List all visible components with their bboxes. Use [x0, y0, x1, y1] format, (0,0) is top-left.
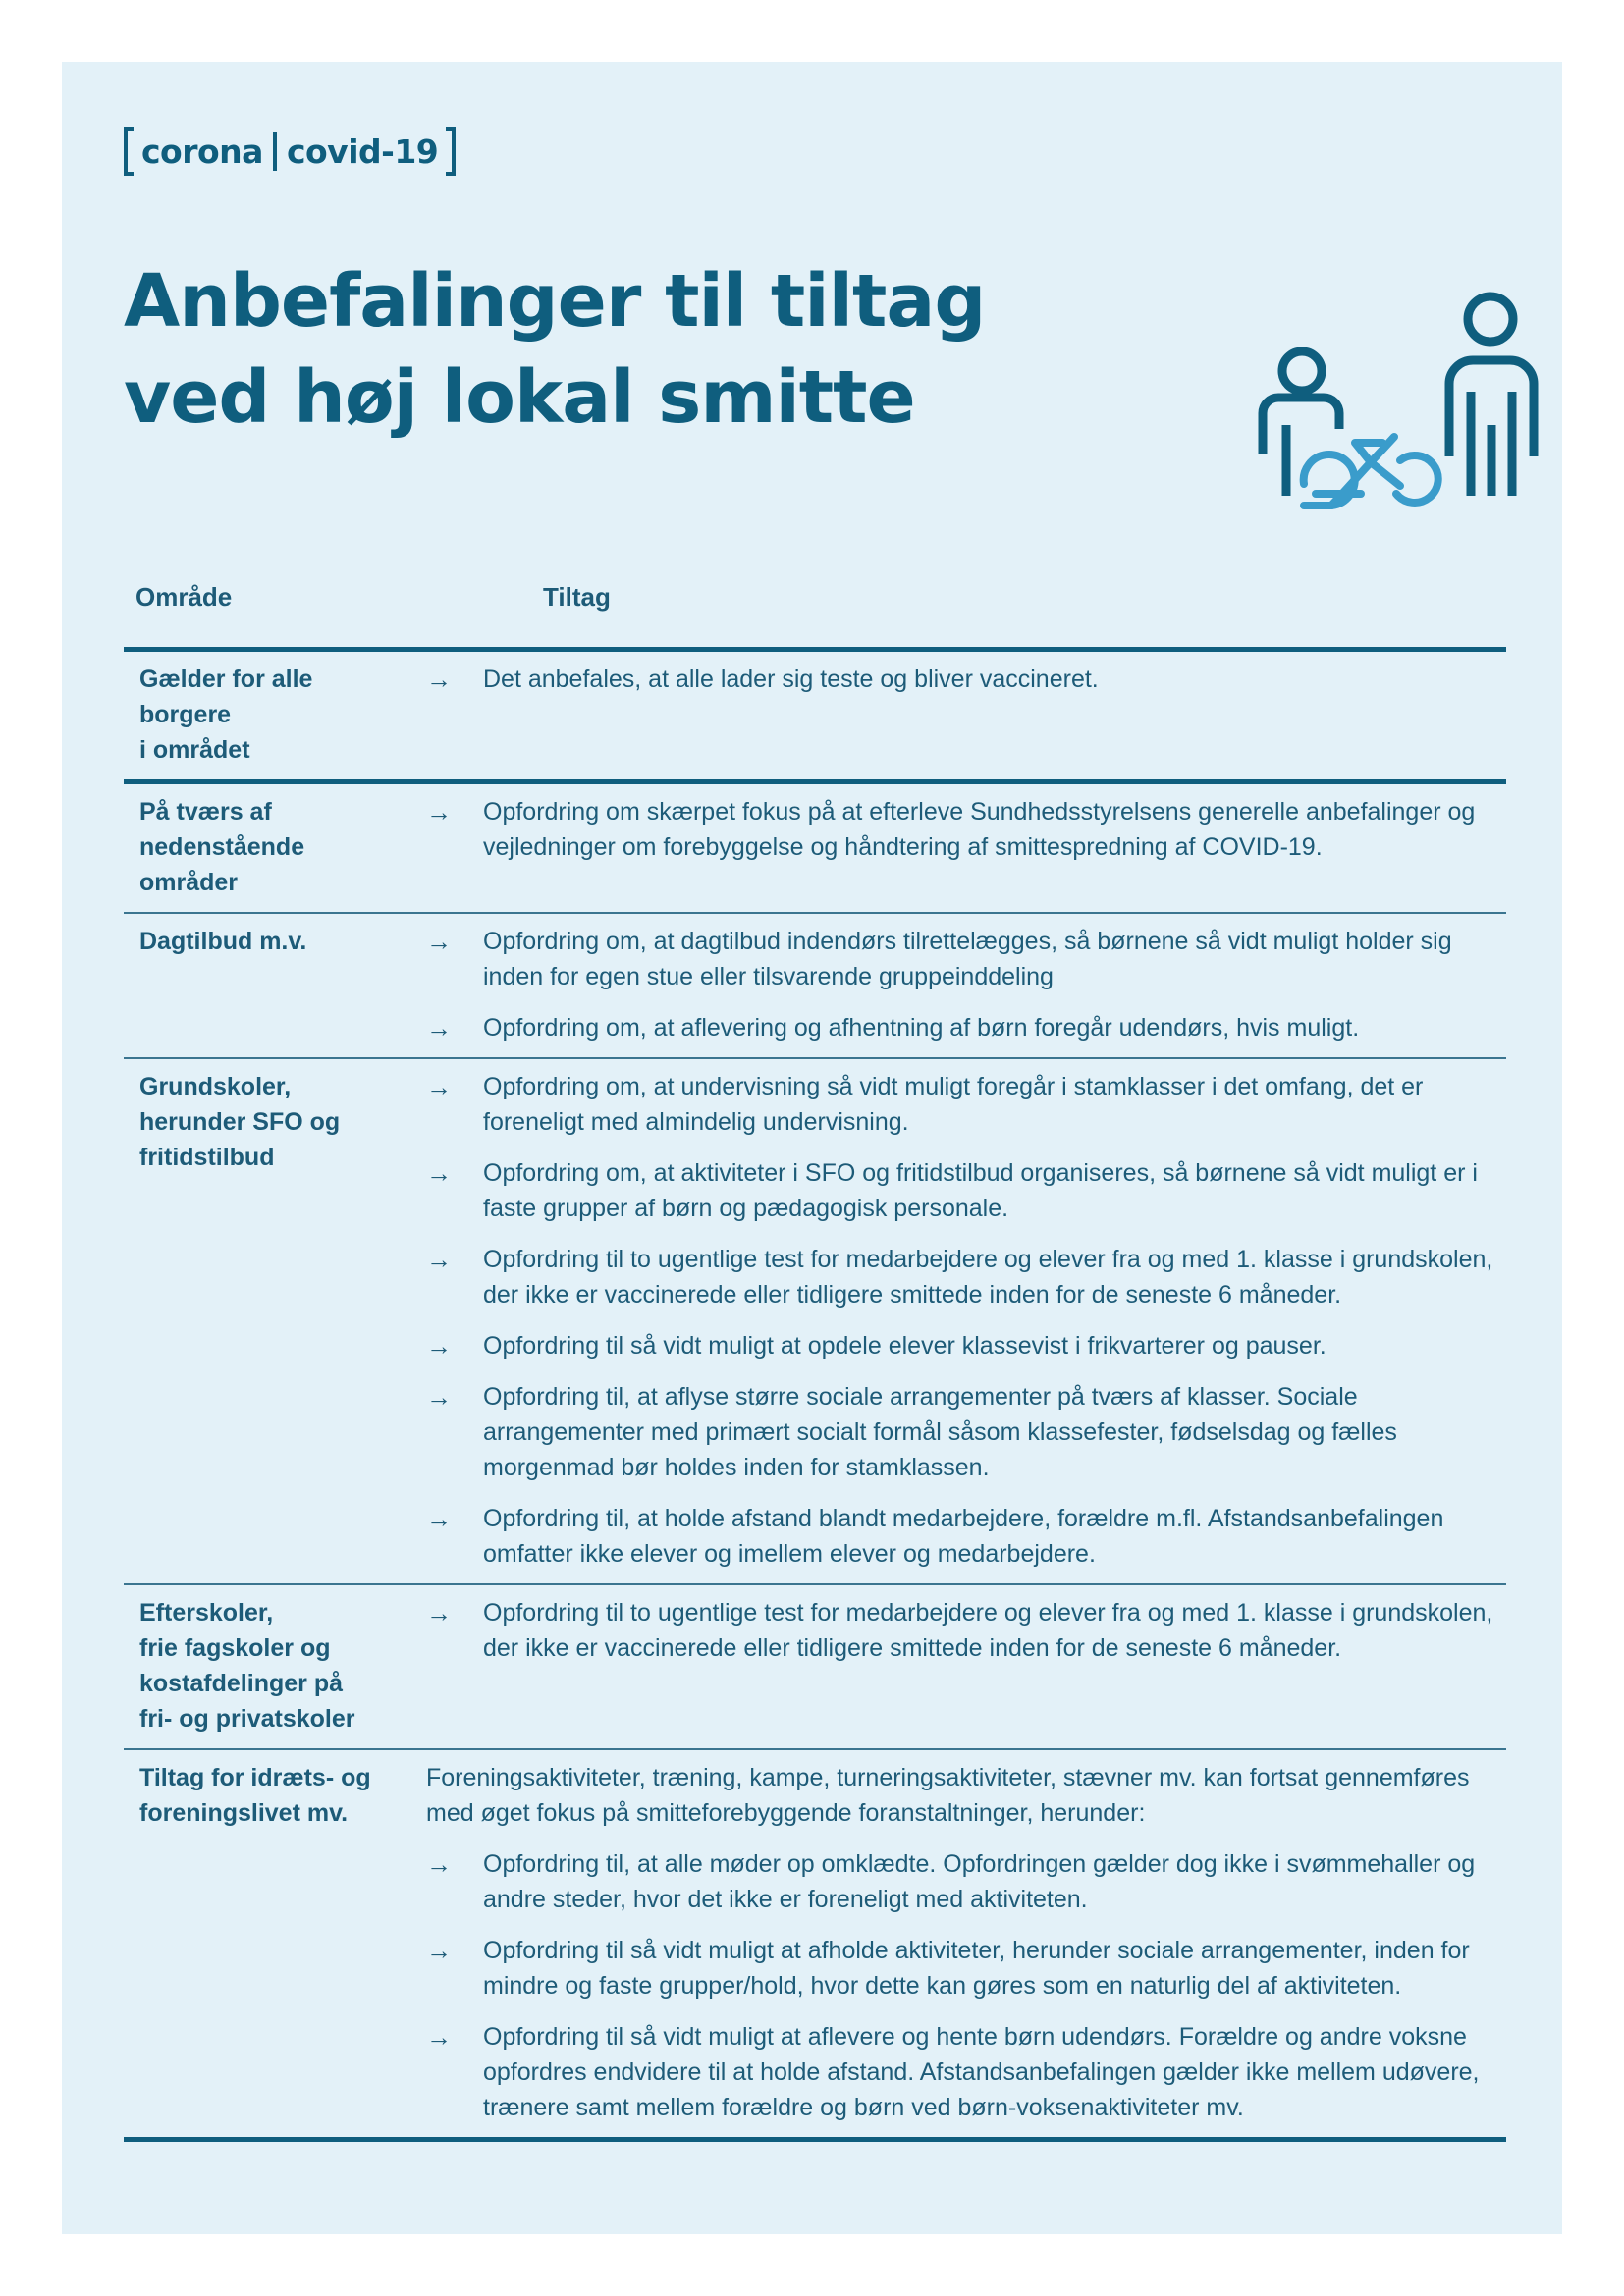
measures-cell: [426, 914, 1506, 1057]
arrow-right-icon: →: [426, 2022, 452, 2052]
table-header: [124, 572, 1506, 641]
area-line: i området: [139, 736, 250, 764]
arrow-right-icon: →: [426, 927, 452, 956]
area-line: nedenstående: [139, 833, 305, 861]
area-line: Tiltag for idræts- og: [139, 1764, 371, 1791]
measure-text: Opfordring om, at aktiviteter i SFO og fritidstilbud organiseres, så børnene så vidt muligt er i faste grupper af børn og pædagogisk personale.: [483, 1159, 1478, 1222]
measure-text: Opfordring til to ugentlige test for medarbejdere og elever fra og med 1. klasse i grundskolen, der ikke er vaccinerede eller tidligere smittede inden for de seneste 6 måneder.: [483, 1246, 1493, 1308]
area-line: Gælder for alle: [139, 666, 313, 693]
area-cell: [124, 1059, 426, 1583]
arrow-right-icon: →: [426, 1331, 452, 1361]
area-cell: [124, 914, 426, 1057]
list-item: [426, 662, 1506, 697]
area-line: På tværs af: [139, 798, 272, 826]
measure-text: Opfordring om, at undervisning så vidt muligt foregår i stamklasser i det omfang, det er foreneligt med almindelig undervisning.: [483, 1073, 1424, 1136]
area-line: frie fagskoler og: [139, 1634, 331, 1662]
list-item: [426, 1010, 1506, 1045]
logo-bracket-right: [446, 127, 456, 176]
area-line: områder: [139, 869, 239, 896]
measure-text: Opfordring om, at dagtilbud indendørs tilrettelægges, så børnene så vidt muligt holder sig inden for egen stue eller tilsvarende gruppeinddeling: [483, 928, 1452, 990]
area-line: foreningslivet mv.: [139, 1799, 349, 1827]
measure-text: Opfordring til, at holde afstand blandt medarbejdere, forældre m.fl. Afstandsanbefalingen omfatter ikke elever og imellem elever og medarbejdere.: [483, 1505, 1444, 1568]
arrow-right-icon: →: [426, 1158, 452, 1188]
table-row: [124, 779, 1506, 912]
table-row: [124, 1748, 1506, 2142]
area-line: fritidstilbud: [139, 1144, 275, 1171]
list-item: [426, 1155, 1506, 1226]
arrow-right-icon: →: [426, 1072, 452, 1101]
list-item: [426, 1933, 1506, 2003]
logo-text-corona: corona: [141, 132, 263, 171]
measure-text: Opfordring til så vidt muligt at afholde aktiviteter, herunder sociale arrangementer, inden for mindre og faste grupper/hold, hvor dette kan gøres som en naturlig del af aktiviteten.: [483, 1937, 1470, 2000]
area-cell: [124, 784, 426, 912]
table-row: [124, 1057, 1506, 1583]
arrow-right-icon: →: [426, 797, 452, 827]
page-title-line-1: Anbefalinger til tiltag: [124, 259, 986, 344]
child-bicycle-adult-icon: [1253, 229, 1547, 513]
measure-text: Opfordring til så vidt muligt at opdele elever klassevist i frikvarterer og pauser.: [483, 1332, 1326, 1360]
list-item: [426, 1069, 1506, 1140]
measure-text: Opfordring til, at alle møder op omklædte. Opfordringen gælder dog ikke i svømmehaller og andre steder, hvor det ikke er foreneligt med aktiviteten.: [483, 1850, 1476, 1913]
area-cell: [124, 1750, 426, 2137]
corona-covid19-logo: [124, 126, 456, 177]
page-title: [124, 253, 1106, 446]
list-item: [426, 1595, 1506, 1666]
logo-bracket-left: [124, 127, 134, 176]
column-header-measures: Tiltag: [543, 582, 611, 612]
measure-intro-text: Foreningsaktiviteter, træning, kampe, turneringsaktiviteter, stævner mv. kan fortsat gennemføres med øget fokus på smitteforebyggende foranstaltninger, herunder:: [426, 1764, 1470, 1827]
column-header-area: Område: [135, 582, 233, 612]
document-sheet: [62, 62, 1562, 2234]
page-title-line-2: ved høj lokal smitte: [124, 355, 915, 440]
arrow-right-icon: →: [426, 1245, 452, 1274]
area-cell: [124, 1585, 426, 1748]
arrow-right-icon: →: [426, 665, 452, 694]
list-item: [426, 2019, 1506, 2125]
list-item: [426, 1846, 1506, 1917]
measure-text: Det anbefales, at alle lader sig teste og bliver vaccineret.: [483, 666, 1099, 693]
list-item: [426, 1379, 1506, 1485]
arrow-right-icon: →: [426, 1849, 452, 1879]
arrow-right-icon: →: [426, 1013, 452, 1042]
area-line: borgere: [139, 701, 232, 728]
measure-text: Opfordring til så vidt muligt at aflevere og hente børn udendørs. Forældre og andre voksne opfordres endvidere til at holde afstand. Afstandsanbefalingen gælder ikke mellem udøvere, trænere samt mellem forældre og børn ved børn-voksenaktiviteter mv.: [483, 2023, 1480, 2121]
list-item: [426, 1501, 1506, 1572]
list-item: [426, 794, 1506, 865]
logo-text-covid: covid-19: [286, 132, 439, 171]
area-line: Efterskoler,: [139, 1599, 274, 1627]
measures-cell: [426, 652, 1506, 779]
area-cell: [124, 652, 426, 779]
arrow-right-icon: →: [426, 1504, 452, 1533]
area-line: fri- og privatskoler: [139, 1705, 355, 1733]
measures-cell: [426, 784, 1506, 912]
measure-text: Opfordring til to ugentlige test for medarbejdere og elever fra og med 1. klasse i grundskolen, der ikke er vaccinerede eller tidligere smittede inden for de seneste 6 måneder.: [483, 1599, 1493, 1662]
list-item: [426, 924, 1506, 994]
area-line: herunder SFO og: [139, 1108, 341, 1136]
measures-cell: [426, 1059, 1506, 1583]
measure-text: Opfordring til, at aflyse større sociale arrangementer på tværs af klasser. Sociale arrangementer med primært socialt formål såsom klassefester, fødselsdag og fælles morgenmad bør holdes inden for stamklassen.: [483, 1383, 1397, 1481]
measure-text: Opfordring om skærpet fokus på at efterleve Sundhedsstyrelsens generelle anbefalinger og vejledninger om forebyggelse og håndtering af smittespredning af COVID-19.: [483, 798, 1476, 861]
list-item: [426, 1242, 1506, 1312]
table-row: [124, 912, 1506, 1057]
list-item: [426, 1328, 1506, 1363]
measures-table: [124, 647, 1506, 2142]
measure-text: Opfordring om, at aflevering og afhentning af børn foregår udendørs, hvis muligt.: [483, 1014, 1360, 1041]
area-line: kostafdelinger på: [139, 1670, 343, 1697]
arrow-right-icon: →: [426, 1598, 452, 1628]
measures-cell: [426, 1585, 1506, 1748]
measures-cell: [426, 1750, 1506, 2137]
area-line: Grundskoler,: [139, 1073, 292, 1100]
arrow-right-icon: →: [426, 1382, 452, 1412]
table-row: [124, 1583, 1506, 1748]
table-row: [124, 647, 1506, 779]
area-line: Dagtilbud m.v.: [139, 928, 307, 955]
logo-divider: [273, 132, 277, 171]
arrow-right-icon: →: [426, 1936, 452, 1965]
